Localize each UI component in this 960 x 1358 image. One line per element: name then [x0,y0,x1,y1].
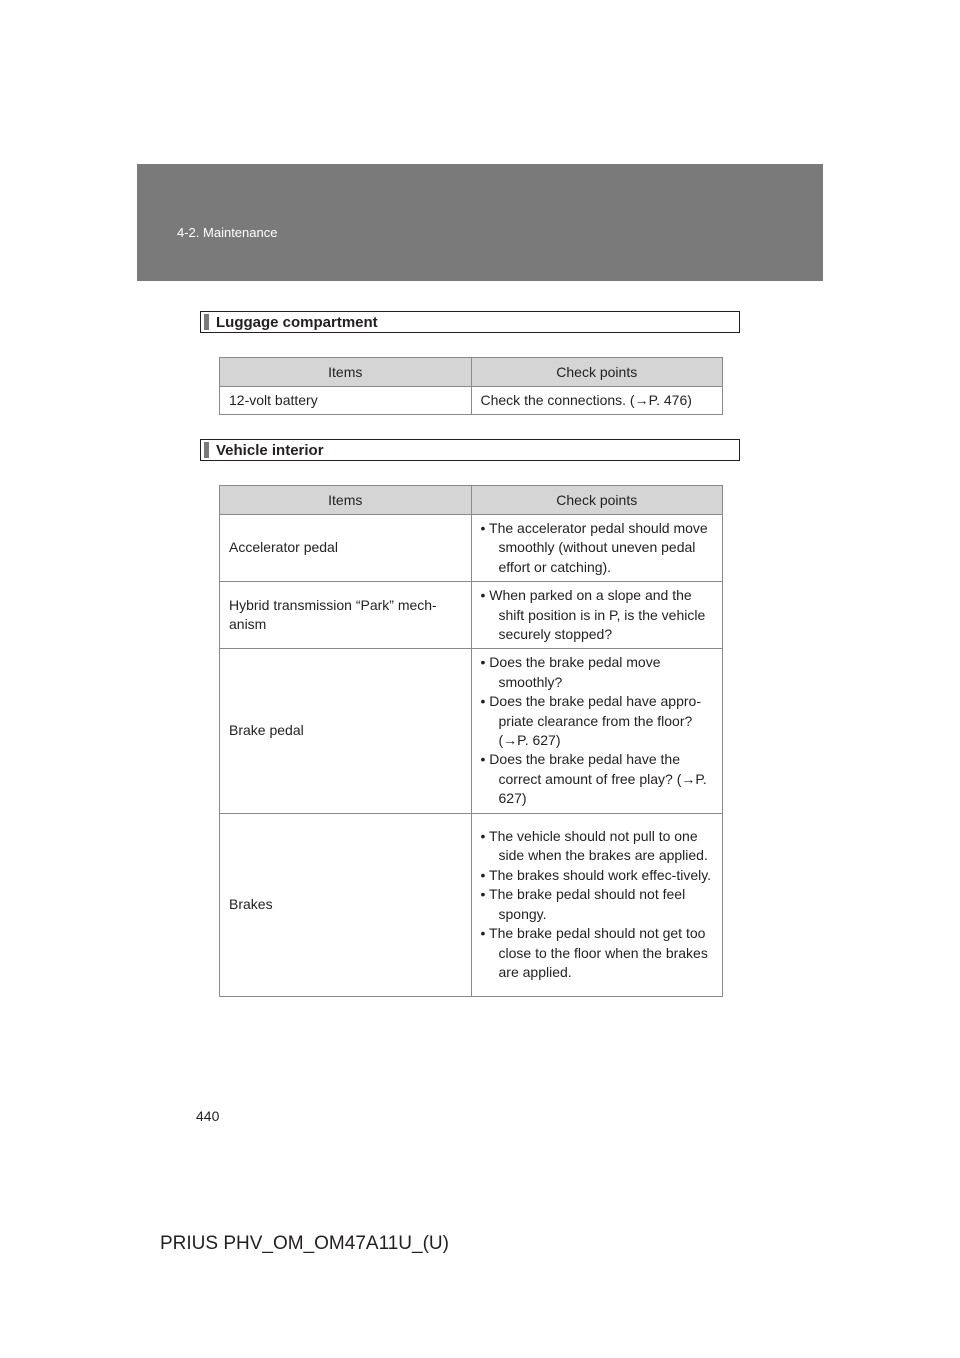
item-cell: Hybrid transmission “Park” mech-anism [220,582,472,649]
table-row [220,813,723,996]
check-point-item: • Does the brake pedal have appro-priate clearance from the floor? (→P. 627) [480,693,701,749]
check-point-item: • When parked on a slope and the shift position is in P, is the vehicle securely stopped? [480,587,706,643]
interior-check-table [219,485,723,997]
check-point-item: • Does the brake pedal have the correct amount of free play? (→P. 627) [480,751,707,807]
vehicle-interior-heading: Vehicle interior [200,439,740,461]
check-points-cell [471,813,723,996]
table-header-row [220,358,723,387]
check-points-list [481,519,721,577]
check-points-list [481,391,721,410]
luggage-check-table [219,357,723,415]
table-row [220,387,723,415]
table-header-row [220,486,723,515]
column-header-items: Items [220,358,472,387]
column-header-items: Items [220,486,472,515]
check-points-list [481,586,721,644]
check-points-cell [471,515,723,582]
check-point-item: Check the connections. (→P. 476) [480,392,692,408]
column-header-check-points: Check points [471,486,723,515]
item-cell: Brake pedal [220,649,472,813]
check-points-cell [471,649,723,813]
luggage-table-body [220,387,723,415]
item-cell: 12-volt battery [220,387,472,415]
interior-table-body [220,515,723,997]
item-cell: Brakes [220,813,472,996]
check-points-list [481,827,721,982]
luggage-compartment-heading: Luggage compartment [200,311,740,333]
footer-document-code: PRIUS PHV_OM_OM47A11U_(U) [160,1233,449,1254]
column-header-check-points: Check points [471,358,723,387]
table-row [220,649,723,813]
item-cell: Accelerator pedal [220,515,472,582]
check-point-item: • The vehicle should not pull to one side when the brakes are applied. [480,828,708,864]
section-label: 4-2. Maintenance [177,225,278,240]
check-point-item: • The brake pedal should not get too close to the floor when the brakes are applied. [480,925,708,980]
check-points-list [481,653,721,808]
page-number: 440 [196,1108,220,1124]
check-point-item: • The brake pedal should not feel spongy. [480,886,686,922]
table-row [220,582,723,649]
check-point-item: • The brakes should work effec-tively. [480,866,712,883]
check-points-cell [471,582,723,649]
table-row [220,515,723,582]
check-point-item: • The accelerator pedal should move smoothly (without uneven pedal effort or catching). [480,520,708,575]
check-points-cell [471,387,723,415]
header-band [137,164,823,281]
check-point-item: • Does the brake pedal move smoothly? [480,654,661,690]
